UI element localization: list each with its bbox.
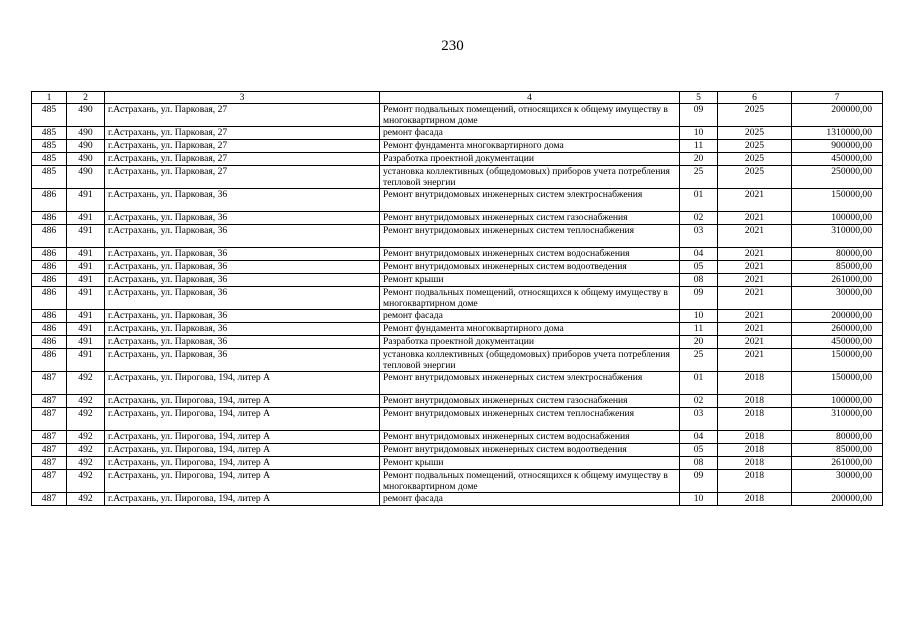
work-code-cell: 10 xyxy=(680,310,718,323)
row-id-cell: 491 xyxy=(67,349,105,372)
table-row xyxy=(32,408,883,431)
cost-cell: 200000,00 xyxy=(792,310,883,323)
table-row xyxy=(32,395,883,408)
address-cell: г.Астрахань, ул. Парковая, 27 xyxy=(105,127,380,140)
cost-cell: 150000,00 xyxy=(792,189,883,212)
row-id-cell: 491 xyxy=(67,261,105,274)
address-cell: г.Астрахань, ул. Пирогова, 194, литер А xyxy=(105,408,380,431)
address-cell: г.Астрахань, ул. Парковая, 36 xyxy=(105,274,380,287)
address-cell: г.Астрахань, ул. Парковая, 36 xyxy=(105,336,380,349)
year-cell: 2025 xyxy=(718,153,792,166)
work-code-cell: 01 xyxy=(680,372,718,395)
work-type-cell: ремонт фасада xyxy=(380,493,680,506)
cost-cell: 250000,00 xyxy=(792,166,883,189)
year-cell: 2018 xyxy=(718,408,792,431)
row-seq-cell: 486 xyxy=(32,310,67,323)
cost-cell: 100000,00 xyxy=(792,212,883,225)
row-seq-cell: 486 xyxy=(32,212,67,225)
address-cell: г.Астрахань, ул. Парковая, 36 xyxy=(105,349,380,372)
row-seq-cell: 486 xyxy=(32,323,67,336)
work-type-cell: ремонт фасада xyxy=(380,127,680,140)
row-id-cell: 491 xyxy=(67,248,105,261)
cost-cell: 261000,00 xyxy=(792,457,883,470)
row-id-cell: 492 xyxy=(67,470,105,493)
table-row xyxy=(32,166,883,189)
work-type-cell: Разработка проектной документации xyxy=(380,153,680,166)
work-code-cell: 11 xyxy=(680,323,718,336)
cost-cell: 30000,00 xyxy=(792,470,883,493)
cost-cell: 80000,00 xyxy=(792,431,883,444)
row-id-cell: 492 xyxy=(67,444,105,457)
year-cell: 2018 xyxy=(718,372,792,395)
cost-cell: 150000,00 xyxy=(792,349,883,372)
work-type-cell: установка коллективных (общедомовых) приборов учета потребления тепловой энергии xyxy=(380,166,680,189)
address-cell: г.Астрахань, ул. Пирогова, 194, литер А xyxy=(105,444,380,457)
work-code-cell: 20 xyxy=(680,153,718,166)
row-id-cell: 491 xyxy=(67,274,105,287)
work-type-cell: Ремонт крыши xyxy=(380,274,680,287)
table-row xyxy=(32,287,883,310)
row-seq-cell: 486 xyxy=(32,248,67,261)
row-id-cell: 490 xyxy=(67,140,105,153)
work-type-cell: установка коллективных (общедомовых) приборов учета потребления тепловой энергии xyxy=(380,349,680,372)
year-cell: 2025 xyxy=(718,104,792,127)
table-row xyxy=(32,470,883,493)
address-cell: г.Астрахань, ул. Пирогова, 194, литер А xyxy=(105,457,380,470)
cost-cell: 80000,00 xyxy=(792,248,883,261)
work-type-cell: Ремонт внутридомовых инженерных систем водоотведения xyxy=(380,444,680,457)
cost-cell: 30000,00 xyxy=(792,287,883,310)
table-row xyxy=(32,104,883,127)
work-type-cell: Ремонт подвальных помещений, относящихся к общему имуществу в многоквартирном доме xyxy=(380,287,680,310)
column-number-row xyxy=(32,92,883,104)
work-type-cell: ремонт фасада xyxy=(380,310,680,323)
row-id-cell: 491 xyxy=(67,336,105,349)
work-type-cell: Ремонт внутридомовых инженерных систем газоснабжения xyxy=(380,395,680,408)
table-row xyxy=(32,349,883,372)
cost-cell: 85000,00 xyxy=(792,444,883,457)
work-type-cell: Ремонт фундамента многоквартирного дома xyxy=(380,140,680,153)
year-cell: 2021 xyxy=(718,225,792,248)
row-seq-cell: 487 xyxy=(32,444,67,457)
work-type-cell: Ремонт внутридомовых инженерных систем электроснабжения xyxy=(380,189,680,212)
table-row xyxy=(32,431,883,444)
cost-cell: 310000,00 xyxy=(792,408,883,431)
table-row xyxy=(32,493,883,506)
table-row xyxy=(32,127,883,140)
column-header-3: 3 xyxy=(105,92,380,104)
work-type-cell: Ремонт внутридомовых инженерных систем водоснабжения xyxy=(380,431,680,444)
address-cell: г.Астрахань, ул. Парковая, 36 xyxy=(105,189,380,212)
table-row xyxy=(32,336,883,349)
row-id-cell: 490 xyxy=(67,166,105,189)
cost-cell: 150000,00 xyxy=(792,372,883,395)
row-id-cell: 491 xyxy=(67,287,105,310)
year-cell: 2021 xyxy=(718,336,792,349)
row-seq-cell: 486 xyxy=(32,189,67,212)
row-id-cell: 492 xyxy=(67,493,105,506)
row-seq-cell: 487 xyxy=(32,395,67,408)
work-code-cell: 04 xyxy=(680,431,718,444)
row-id-cell: 491 xyxy=(67,310,105,323)
work-code-cell: 02 xyxy=(680,395,718,408)
work-type-cell: Ремонт внутридомовых инженерных систем электроснабжения xyxy=(380,372,680,395)
table-row xyxy=(32,310,883,323)
cost-cell: 310000,00 xyxy=(792,225,883,248)
year-cell: 2025 xyxy=(718,166,792,189)
row-seq-cell: 486 xyxy=(32,336,67,349)
row-id-cell: 492 xyxy=(67,408,105,431)
address-cell: г.Астрахань, ул. Парковая, 27 xyxy=(105,153,380,166)
work-code-cell: 09 xyxy=(680,287,718,310)
address-cell: г.Астрахань, ул. Парковая, 27 xyxy=(105,166,380,189)
row-seq-cell: 486 xyxy=(32,225,67,248)
row-id-cell: 491 xyxy=(67,189,105,212)
work-code-cell: 03 xyxy=(680,225,718,248)
year-cell: 2018 xyxy=(718,493,792,506)
row-seq-cell: 485 xyxy=(32,140,67,153)
year-cell: 2018 xyxy=(718,395,792,408)
row-id-cell: 492 xyxy=(67,457,105,470)
table-body xyxy=(32,92,883,506)
address-cell: г.Астрахань, ул. Пирогова, 194, литер А xyxy=(105,493,380,506)
year-cell: 2025 xyxy=(718,140,792,153)
row-id-cell: 490 xyxy=(67,153,105,166)
work-type-cell: Ремонт подвальных помещений, относящихся к общему имуществу в многоквартирном доме xyxy=(380,470,680,493)
work-type-cell: Ремонт внутридомовых инженерных систем газоснабжения xyxy=(380,212,680,225)
work-code-cell: 10 xyxy=(680,493,718,506)
row-seq-cell: 487 xyxy=(32,431,67,444)
column-header-1: 1 xyxy=(32,92,67,104)
work-type-cell: Ремонт фундамента многоквартирного дома xyxy=(380,323,680,336)
work-code-cell: 10 xyxy=(680,127,718,140)
row-seq-cell: 487 xyxy=(32,372,67,395)
column-header-2: 2 xyxy=(67,92,105,104)
table-row xyxy=(32,457,883,470)
row-seq-cell: 485 xyxy=(32,166,67,189)
column-header-5: 5 xyxy=(680,92,718,104)
row-id-cell: 490 xyxy=(67,104,105,127)
row-id-cell: 492 xyxy=(67,372,105,395)
year-cell: 2021 xyxy=(718,349,792,372)
row-id-cell: 492 xyxy=(67,395,105,408)
address-cell: г.Астрахань, ул. Парковая, 36 xyxy=(105,323,380,336)
row-seq-cell: 487 xyxy=(32,470,67,493)
address-cell: г.Астрахань, ул. Парковая, 36 xyxy=(105,248,380,261)
page-number: 230 xyxy=(441,38,464,54)
work-code-cell: 03 xyxy=(680,408,718,431)
address-cell: г.Астрахань, ул. Парковая, 36 xyxy=(105,261,380,274)
work-code-cell: 09 xyxy=(680,104,718,127)
year-cell: 2025 xyxy=(718,127,792,140)
column-header-4: 4 xyxy=(380,92,680,104)
table-row xyxy=(32,323,883,336)
table-row xyxy=(32,248,883,261)
row-seq-cell: 485 xyxy=(32,127,67,140)
column-header-7: 7 xyxy=(792,92,883,104)
row-seq-cell: 486 xyxy=(32,261,67,274)
cost-cell: 261000,00 xyxy=(792,274,883,287)
year-cell: 2018 xyxy=(718,470,792,493)
work-type-cell: Ремонт подвальных помещений, относящихся к общему имуществу в многоквартирном доме xyxy=(380,104,680,127)
work-type-cell: Ремонт внутридомовых инженерных систем теплоснабжения xyxy=(380,225,680,248)
work-type-cell: Ремонт внутридомовых инженерных систем водоснабжения xyxy=(380,248,680,261)
address-cell: г.Астрахань, ул. Парковая, 27 xyxy=(105,104,380,127)
address-cell: г.Астрахань, ул. Парковая, 36 xyxy=(105,287,380,310)
cost-cell: 260000,00 xyxy=(792,323,883,336)
row-id-cell: 492 xyxy=(67,431,105,444)
year-cell: 2021 xyxy=(718,212,792,225)
row-id-cell: 491 xyxy=(67,225,105,248)
cost-cell: 450000,00 xyxy=(792,336,883,349)
year-cell: 2021 xyxy=(718,274,792,287)
address-cell: г.Астрахань, ул. Парковая, 36 xyxy=(105,212,380,225)
year-cell: 2018 xyxy=(718,444,792,457)
cost-cell: 1310000,00 xyxy=(792,127,883,140)
year-cell: 2021 xyxy=(718,189,792,212)
row-id-cell: 491 xyxy=(67,212,105,225)
year-cell: 2021 xyxy=(718,287,792,310)
row-seq-cell: 485 xyxy=(32,104,67,127)
address-cell: г.Астрахань, ул. Парковая, 36 xyxy=(105,225,380,248)
table-row xyxy=(32,372,883,395)
work-type-cell: Ремонт внутридомовых инженерных систем водоотведения xyxy=(380,261,680,274)
work-code-cell: 25 xyxy=(680,349,718,372)
work-code-cell: 09 xyxy=(680,470,718,493)
year-cell: 2021 xyxy=(718,248,792,261)
work-code-cell: 04 xyxy=(680,248,718,261)
year-cell: 2021 xyxy=(718,310,792,323)
work-type-cell: Ремонт крыши xyxy=(380,457,680,470)
repair-schedule-table xyxy=(31,91,883,506)
table-row xyxy=(32,274,883,287)
cost-cell: 100000,00 xyxy=(792,395,883,408)
work-type-cell: Ремонт внутридомовых инженерных систем теплоснабжения xyxy=(380,408,680,431)
address-cell: г.Астрахань, ул. Пирогова, 194, литер А xyxy=(105,470,380,493)
cost-cell: 200000,00 xyxy=(792,493,883,506)
address-cell: г.Астрахань, ул. Пирогова, 194, литер А xyxy=(105,372,380,395)
year-cell: 2021 xyxy=(718,323,792,336)
work-code-cell: 01 xyxy=(680,189,718,212)
work-code-cell: 05 xyxy=(680,261,718,274)
row-seq-cell: 486 xyxy=(32,349,67,372)
row-seq-cell: 487 xyxy=(32,493,67,506)
table-row xyxy=(32,444,883,457)
address-cell: г.Астрахань, ул. Парковая, 27 xyxy=(105,140,380,153)
work-code-cell: 20 xyxy=(680,336,718,349)
table-row xyxy=(32,153,883,166)
cost-cell: 85000,00 xyxy=(792,261,883,274)
work-code-cell: 11 xyxy=(680,140,718,153)
year-cell: 2018 xyxy=(718,431,792,444)
work-type-cell: Разработка проектной документации xyxy=(380,336,680,349)
year-cell: 2021 xyxy=(718,261,792,274)
work-code-cell: 02 xyxy=(680,212,718,225)
work-code-cell: 05 xyxy=(680,444,718,457)
address-cell: г.Астрахань, ул. Пирогова, 194, литер А xyxy=(105,431,380,444)
row-seq-cell: 486 xyxy=(32,274,67,287)
table-row xyxy=(32,189,883,212)
work-code-cell: 08 xyxy=(680,274,718,287)
table-row xyxy=(32,261,883,274)
work-code-cell: 25 xyxy=(680,166,718,189)
year-cell: 2018 xyxy=(718,457,792,470)
table-row xyxy=(32,140,883,153)
work-code-cell: 08 xyxy=(680,457,718,470)
cost-cell: 200000,00 xyxy=(792,104,883,127)
column-header-6: 6 xyxy=(718,92,792,104)
row-seq-cell: 487 xyxy=(32,457,67,470)
address-cell: г.Астрахань, ул. Пирогова, 194, литер А xyxy=(105,395,380,408)
row-seq-cell: 487 xyxy=(32,408,67,431)
row-id-cell: 490 xyxy=(67,127,105,140)
row-seq-cell: 485 xyxy=(32,153,67,166)
row-id-cell: 491 xyxy=(67,323,105,336)
cost-cell: 900000,00 xyxy=(792,140,883,153)
table-row xyxy=(32,212,883,225)
cost-cell: 450000,00 xyxy=(792,153,883,166)
address-cell: г.Астрахань, ул. Парковая, 36 xyxy=(105,310,380,323)
table-row xyxy=(32,225,883,248)
row-seq-cell: 486 xyxy=(32,287,67,310)
